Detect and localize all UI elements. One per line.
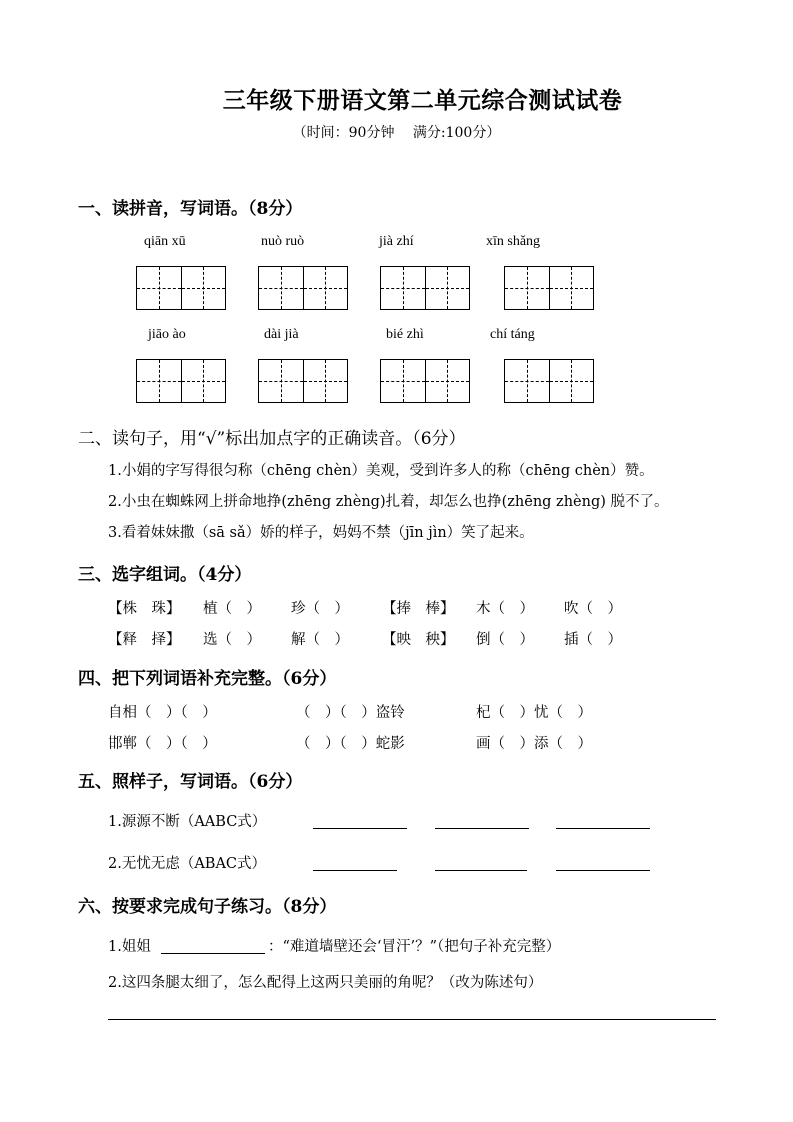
writing-grid[interactable] (136, 359, 226, 403)
question-line: 3.看着妹妹撒（sā sǎ）娇的样子，妈妈不禁（jīn jìn）笑了起来。 (108, 525, 534, 541)
answer-line[interactable] (313, 870, 397, 871)
section-1-heading: 一、读拼音，写词语。（8分） (78, 199, 303, 219)
char-pair: 【捧 棒】 (382, 601, 455, 617)
pinyin-label: jiāo ào (148, 327, 186, 342)
question-line-start: 1.姐姐 (108, 939, 151, 955)
section-3-heading: 三、选字组词。（4分） (78, 565, 252, 585)
pinyin-label: qiān xū (144, 234, 186, 249)
pinyin-label: nuò ruò (261, 234, 305, 249)
word-blank[interactable]: 木（ ） (476, 601, 534, 617)
word-blank[interactable]: 珍（ ） (291, 601, 349, 617)
pinyin-label: bié zhì (386, 327, 424, 342)
char-pair: 【释 择】 (108, 632, 181, 648)
page-title: 三年级下册语文第二单元综合测试试卷 (222, 87, 623, 114)
answer-line[interactable] (108, 1019, 716, 1020)
pinyin-label: xīn shǎng (486, 234, 541, 249)
idiom-blank[interactable]: 杞（ ）忧（ ） (476, 705, 592, 721)
writing-grid[interactable] (258, 359, 348, 403)
word-blank[interactable]: 选（ ） (203, 632, 261, 648)
question-line: 1.小娟的字写得很匀称（chēng chèn）美观，受到许多人的称（chēng chèn）赞。 (108, 463, 654, 479)
idiom-blank[interactable]: 画（ ）添（ ） (476, 736, 592, 752)
question-line: 2.小虫在蜘蛛网上拼命地挣(zhēng zhèng)扎着，却怎么也挣(zhēng zhèng) 脱不了。 (108, 494, 669, 510)
writing-grid[interactable] (258, 266, 348, 310)
writing-grid[interactable] (136, 266, 226, 310)
pinyin-label: jià zhí (379, 234, 414, 249)
char-pair: 【株 珠】 (108, 601, 181, 617)
answer-line[interactable] (435, 828, 529, 829)
answer-line[interactable] (161, 953, 265, 954)
answer-line[interactable] (313, 828, 407, 829)
question-line: 2.无忧无虑（ABAC式） (108, 856, 267, 872)
section-4-heading: 四、把下列词语补充完整。（6分） (78, 669, 337, 689)
idiom-blank[interactable]: （ ）（ ）盗铃 (296, 705, 405, 721)
section-5-heading: 五、照样子，写词语。（6分） (78, 772, 303, 792)
section-2-heading: 二、读句子，用“√”标出加点字的正确读音。（6分） (78, 429, 466, 449)
answer-line[interactable] (435, 870, 527, 871)
answer-line[interactable] (556, 870, 650, 871)
question-line: 1.源源不断（AABC式） (108, 814, 267, 830)
question-line-end: ：“难道墙壁还会‘冒汗’？”（把句子补充完整） (268, 939, 561, 955)
idiom-blank[interactable]: （ ）（ ）蛇影 (296, 736, 405, 752)
idiom-blank[interactable]: 邯郸（ ）（ ） (108, 736, 217, 752)
idiom-blank[interactable]: 自相（ ）（ ） (108, 705, 217, 721)
pinyin-label: chí táng (490, 327, 535, 342)
question-line: 2.这四条腿太细了，怎么配得上这两只美丽的角呢？（改为陈述句） (108, 975, 543, 991)
answer-line[interactable] (556, 828, 650, 829)
writing-grid[interactable] (380, 266, 470, 310)
writing-grid[interactable] (504, 266, 594, 310)
pinyin-label: dài jià (264, 327, 299, 342)
exam-info: （时间：90分钟 满分:100分） (292, 125, 501, 141)
word-blank[interactable]: 植（ ） (203, 601, 261, 617)
section-6-heading: 六、按要求完成句子练习。（8分） (78, 897, 337, 917)
word-blank[interactable]: 解（ ） (291, 632, 349, 648)
writing-grid[interactable] (380, 359, 470, 403)
word-blank[interactable]: 吹（ ） (564, 601, 622, 617)
char-pair: 【映 秧】 (382, 632, 455, 648)
word-blank[interactable]: 插（ ） (564, 632, 622, 648)
word-blank[interactable]: 倒（ ） (476, 632, 534, 648)
writing-grid[interactable] (504, 359, 594, 403)
